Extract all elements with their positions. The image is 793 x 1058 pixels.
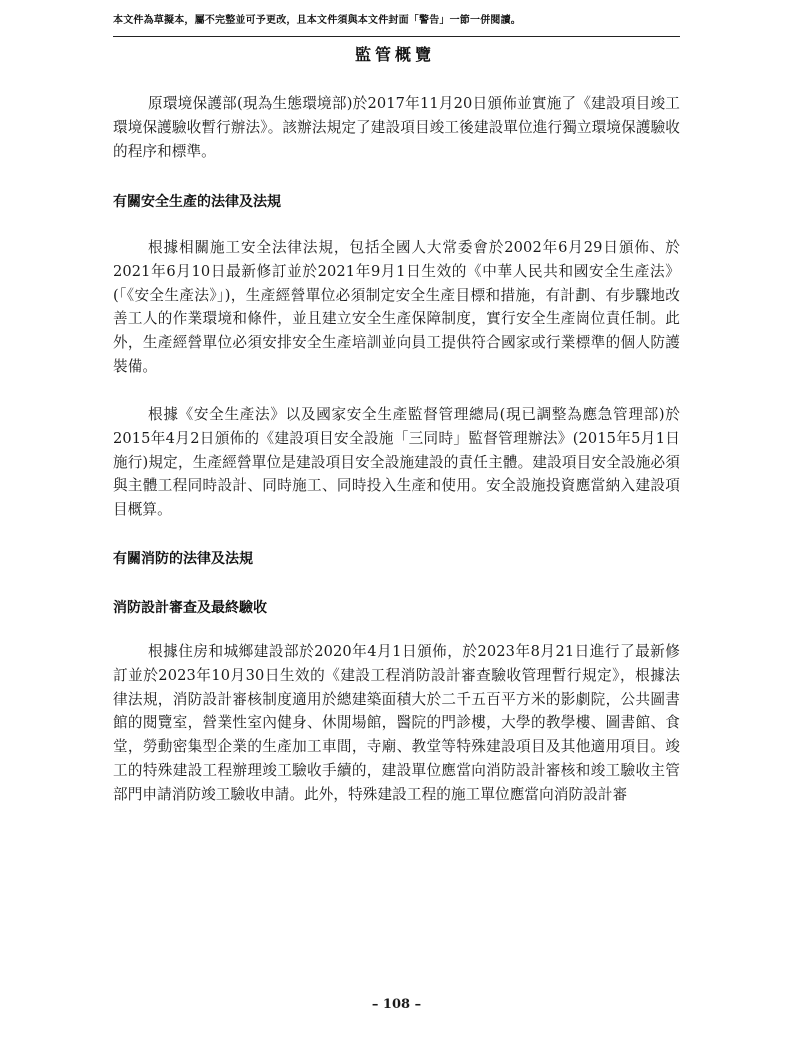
paragraph-safety-law: 根據相關施工安全法律法規，包括全國人大常委會於2002年6月29日頒佈、於2021年6月10日最新修訂並於2021年9月1日生效的《中華人民共和國安全生產法》(「《安全生產法》」)，生產經營單位必須制定安全生產目標和措施，有計劃、有步驟地改善工人的作業環境和條件，並且建立安全生產保障制度，實行安全生產崗位責任制。此外，生產經營單位必須安排安全生產培訓並向員工提供符合國家或行業標準的個人防護裝備。 bbox=[113, 239, 680, 375]
heading-fire-protection: 有關消防的法律及法規 bbox=[113, 551, 253, 567]
heading-safety-production: 有關安全生產的法律及法規 bbox=[113, 194, 281, 210]
header-divider bbox=[113, 36, 680, 37]
subheading-fire-design-review: 消防設計審查及最終驗收 bbox=[113, 600, 267, 616]
page-number: – 108 – bbox=[371, 997, 422, 1012]
paragraph-fire-design-review: 根據住房和城鄉建設部於2020年4月1日頒佈，於2023年8月21日進行了最新修訂並於2023年10月30日生效的《建設工程消防設計審查驗收管理暫行規定》，根據法律法規，消防設計審核制度適用於總建築面積大於二千五百平方米的影劇院，公共圖書館的閱覽室，營業性室內健身、休閒場館，醫院的門診樓，大學的教學樓、圖書館、食堂，勞動密集型企業的生產加工車間，寺廟、教堂等特殊建設項目及其他適用項目。竣工的特殊建設工程辦理竣工驗收手續的，建設單位應當向消防設計審核和竣工驗收主管部門申請消防竣工驗收申請。此外，特殊建設工程的施工單位應當向消防設計審 bbox=[113, 643, 680, 803]
paragraph-environmental-acceptance: 原環境保護部(現為生態環境部)於2017年11月20日頒佈並實施了《建設項目竣工環境保護驗收暫行辦法》。該辦法規定了建設項目竣工後建設單位進行獨立環境保護驗收的程序和標準。 bbox=[113, 95, 680, 160]
draft-warning-banner: 本文件為草擬本，屬不完整並可予更改，且本文件須與本文件封面「警告」一節一併閱讀。 bbox=[113, 15, 521, 26]
paragraph-three-simultaneities: 根據《安全生產法》以及國家安全生產監督管理總局(現已調整為應急管理部)於2015年4月2日頒佈的《建設項目安全設施「三同時」監督管理辦法》(2015年5月1日施行)規定，生產經營單位是建設項目安全設施建設的責任主體。建設項目安全設施必須與主體工程同時設計、同時施工、同時投入生產和使用。安全設施投資應當納入建設項目概算。 bbox=[113, 406, 680, 519]
section-title: 監管概覽 bbox=[354, 45, 435, 64]
